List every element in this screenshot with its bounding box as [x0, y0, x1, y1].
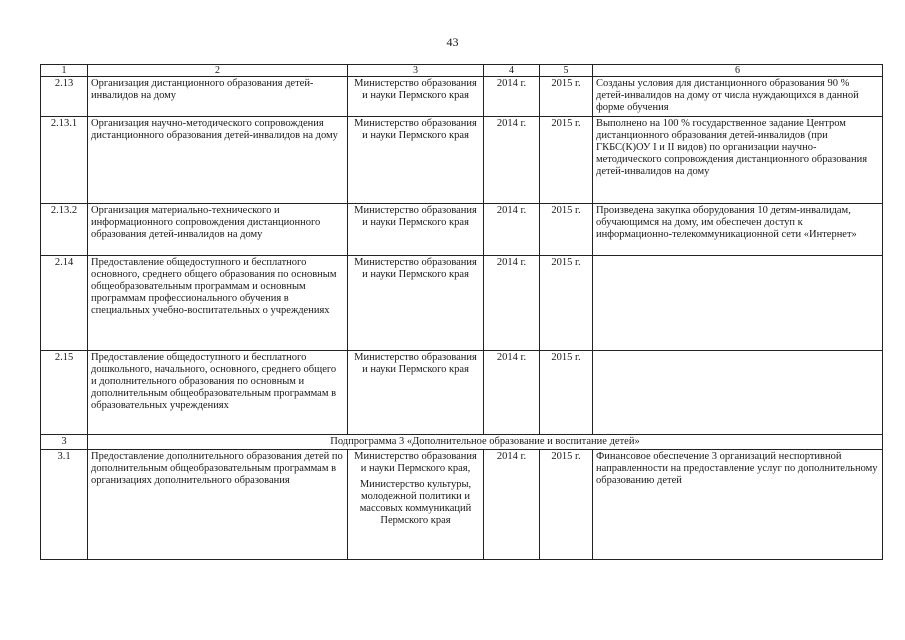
column-number: 2 [88, 65, 348, 77]
executor [348, 450, 484, 560]
row-number: 3.1 [41, 450, 88, 560]
subprogram-row [41, 435, 883, 450]
executor-name: Министерство образования и науки Пермского края [354, 118, 477, 141]
column-number: 5 [540, 65, 593, 77]
expected-result: Произведена закупка оборудования 10 детям-инвалидам, обучающимся на дому, им обеспечен доступ к информационно-телекоммуникационной сети «Интернет» [593, 204, 883, 256]
table-row [41, 117, 883, 204]
executor-name: Министерство образования и науки Пермского края [354, 205, 477, 228]
measure-name: Предоставление дополнительного образования детей по дополнительным общеобразовательным программам в организациях дополнительного образования [88, 450, 348, 560]
row-number: 2.14 [41, 256, 88, 351]
executor [348, 256, 484, 351]
end-year: 2015 г. [540, 450, 593, 560]
expected-result [593, 351, 883, 435]
subprogram-title: Подпрограмма 3 «Дополнительное образование и воспитание детей» [88, 435, 883, 450]
executor [348, 351, 484, 435]
start-year: 2014 г. [484, 450, 540, 560]
executor-name: Министерство образования и науки Пермского края [354, 352, 477, 375]
start-year: 2014 г. [484, 351, 540, 435]
executor [348, 204, 484, 256]
table-row [41, 450, 883, 560]
column-number: 1 [41, 65, 88, 77]
executor-name: Министерство образования и науки Пермского края [354, 78, 477, 101]
expected-result [593, 256, 883, 351]
measures-table [40, 64, 883, 560]
executor [348, 77, 484, 117]
end-year: 2015 г. [540, 204, 593, 256]
end-year: 2015 г. [540, 351, 593, 435]
expected-result: Финансовое обеспечение 3 организаций неспортивной направленности на предоставление услуг по дополнительному образованию детей [593, 450, 883, 560]
table-row [41, 204, 883, 256]
start-year: 2014 г. [484, 204, 540, 256]
row-number: 2.13.2 [41, 204, 88, 256]
start-year: 2014 г. [484, 117, 540, 204]
end-year: 2015 г. [540, 256, 593, 351]
measure-name: Организация дистанционного образования детей-инвалидов на дому [88, 77, 348, 117]
executor-name: Министерство образования и науки Пермского края, [354, 451, 477, 474]
row-number: 2.13 [41, 77, 88, 117]
start-year: 2014 г. [484, 77, 540, 117]
column-number-row [41, 65, 883, 77]
measure-name: Предоставление общедоступного и бесплатного дошкольного, начального, основного, среднего общего и дополнительного образования по основным и дополнительным общеобразовательным программам в образовательных учреждениях [88, 351, 348, 435]
measure-name: Предоставление общедоступного и бесплатного основного, среднего общего образования по основным общеобразовательным программам и основным программам профессионального обучения в специальных учебно-воспитательных о учреждениях [88, 256, 348, 351]
table-row [41, 256, 883, 351]
row-number: 2.13.1 [41, 117, 88, 204]
row-number: 3 [41, 435, 88, 450]
table-row [41, 77, 883, 117]
executor-name: Министерство культуры, молодежной политики и массовых коммуникаций Пермского края [359, 479, 472, 526]
expected-result: Выполнено на 100 % государственное задание Центром дистанционного образования детей-инвалидов (при ГКБС(К)ОУ I и II видов) по организации научно-методического сопровождения дистанционного образования детей-инвалидов на дому [593, 117, 883, 204]
executor-name: Министерство образования и науки Пермского края [354, 257, 477, 280]
end-year: 2015 г. [540, 77, 593, 117]
page-number: 43 [446, 35, 459, 49]
column-number: 4 [484, 65, 540, 77]
measure-name: Организация материально-технического и информационного сопровождения дистанционного образования детей-инвалидов на дому [88, 204, 348, 256]
end-year: 2015 г. [540, 117, 593, 204]
start-year: 2014 г. [484, 256, 540, 351]
column-number: 3 [348, 65, 484, 77]
column-number: 6 [593, 65, 883, 77]
row-number: 2.15 [41, 351, 88, 435]
expected-result: Созданы условия для дистанционного образования 90 % детей-инвалидов на дому от числа нуждающихся в данной форме обучения [593, 77, 883, 117]
measure-name: Организация научно-методического сопровождения дистанционного образования детей-инвалидов на дому [88, 117, 348, 204]
executor [348, 117, 484, 204]
table-row [41, 351, 883, 435]
